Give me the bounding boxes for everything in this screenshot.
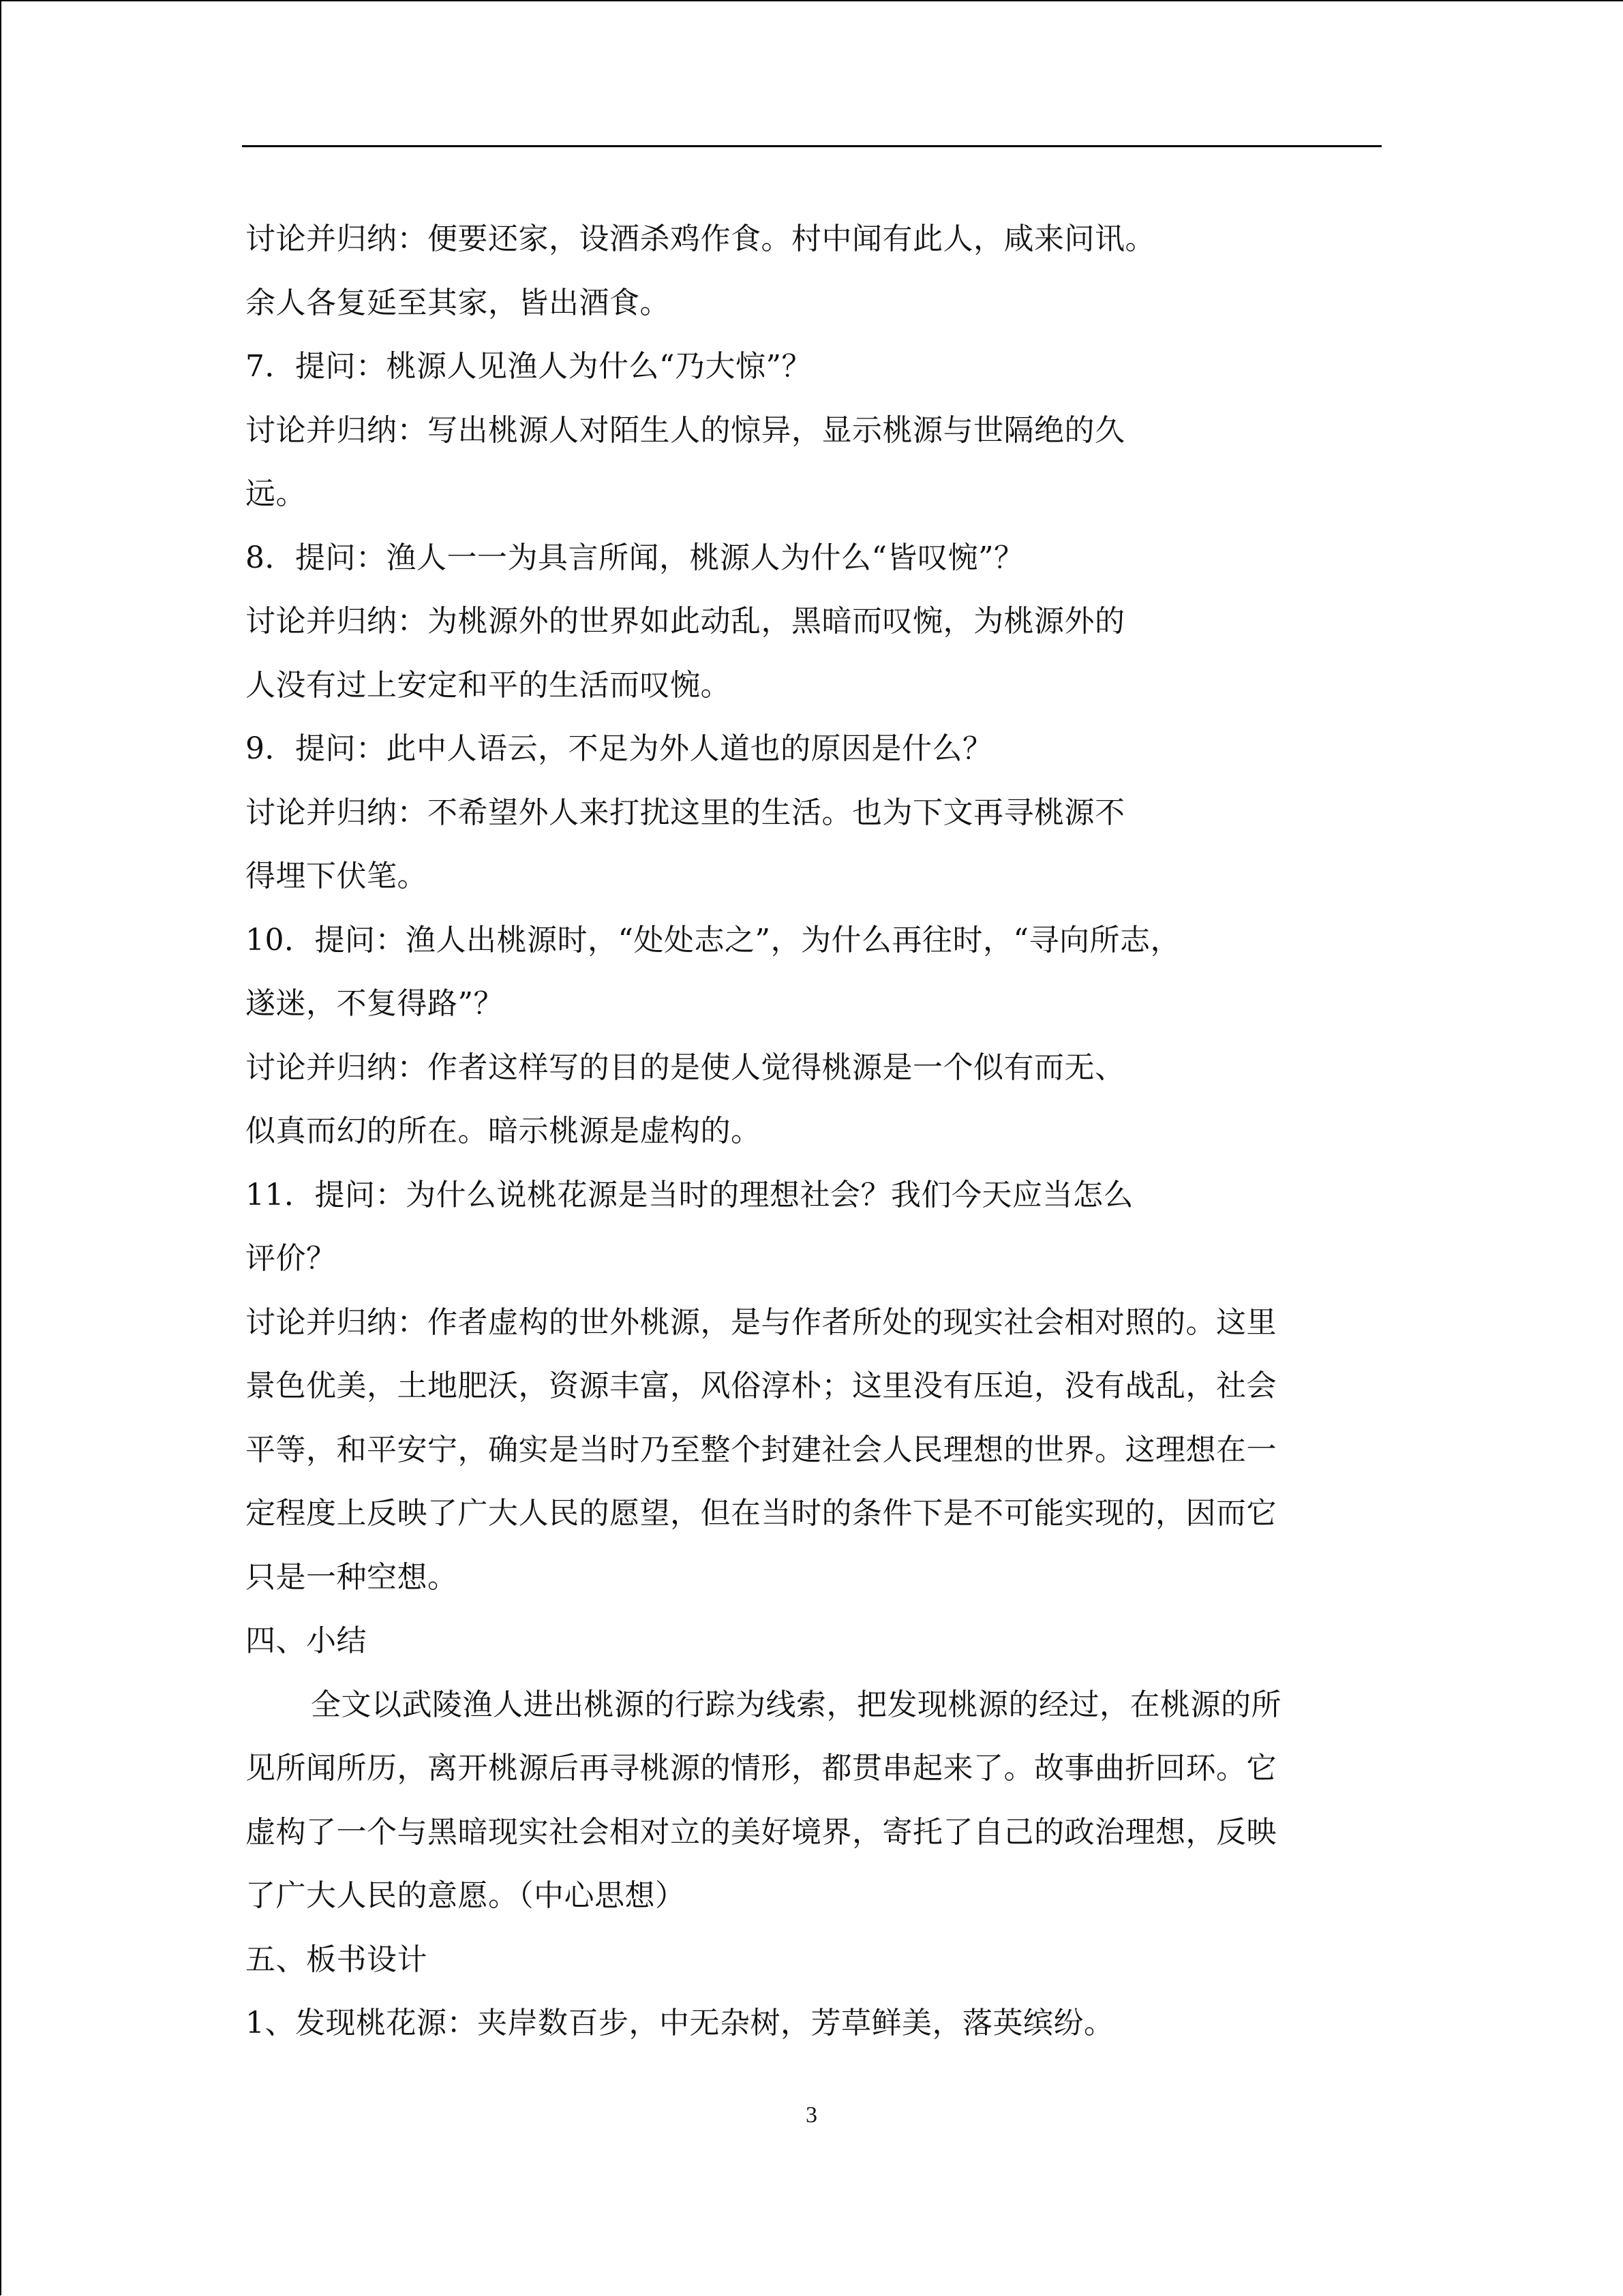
text-line: 了广大人民的意愿。（中心思想）: [245, 1878, 686, 1913]
text-line: 讨论并归纳：便要还家，设酒杀鸡作食。村中闻有此人，咸来问讯。: [245, 221, 1155, 256]
text-line: 讨论并归纳：写出桃源人对陌生人的惊异，显示桃源与世隔绝的久: [245, 412, 1125, 448]
section-heading: 五、板书设计: [245, 1942, 427, 1977]
text-line: 只是一种空想。: [245, 1559, 458, 1595]
text-line: 虚构了一个与黑暗现实社会相对立的美好境界，寄托了自己的政治理想，反映: [245, 1814, 1277, 1850]
text-line: 评价？: [245, 1241, 337, 1276]
section-heading: 四、小结: [245, 1623, 367, 1658]
text-line: 讨论并归纳：作者虚构的世外桃源，是与作者所处的现实社会相对照的。这里: [245, 1304, 1277, 1340]
text-line: 全文以武陵渔人进出桃源的行踪为线索，把发现桃源的经过，在桃源的所: [311, 1687, 1281, 1722]
text-line: 定程度上反映了广大人民的愿望，但在当时的条件下是不可能实现的，因而它: [245, 1496, 1277, 1531]
header-rule: [242, 145, 1382, 147]
text-line: 平等，和平安宁，确实是当时乃至整个封建社会人民理想的世界。这理想在一: [245, 1432, 1277, 1467]
text-line: 10．提问：渔人出桃源时，“处处志之”，为什么再往时，“寻向所志，: [245, 922, 1181, 958]
text-line: 讨论并归纳：作者这样写的目的是使人觉得桃源是一个似有而无、: [245, 1050, 1125, 1085]
text-line: 讨论并归纳：为桃源外的世界如此动乱，黑暗而叹惋，为桃源外的: [245, 604, 1125, 639]
text-line: 似真而幻的所在。暗示桃源是虚构的。: [245, 1114, 761, 1148]
page-number: 3: [806, 2102, 817, 2128]
text-line: 余人各复延至其家，皆出酒食。: [245, 285, 670, 320]
text-line: 景色优美，土地肥沃，资源丰富，风俗淳朴；这里没有压迫，没有战乱，社会: [245, 1368, 1277, 1403]
document-body: [245, 207, 1377, 2055]
text-line: 1、发现桃花源：夹岸数百步，中无杂树，芳草鲜美，落英缤纷。: [245, 2006, 1114, 2040]
text-line: 讨论并归纳：不希望外人来打扰这里的生活。也为下文再寻桃源不: [245, 795, 1125, 830]
text-line: 7．提问：桃源人见渔人为什么“乃大惊”？: [245, 349, 812, 384]
text-line: 人没有过上安定和平的生活而叹惋。: [245, 667, 731, 703]
text-line: 9．提问：此中人语云，不足为外人道也的原因是什么？: [245, 731, 993, 766]
text-line: 远。: [245, 476, 306, 511]
text-line: 遂迷，不复得路”？: [245, 986, 504, 1021]
text-line: 得埋下伏笔。: [245, 859, 427, 893]
text-line: 见所闻所历，离开桃源后再寻桃源的情形，都贯串起来了。故事曲折回环。它: [245, 1751, 1277, 1786]
text-line: 8．提问：渔人一一为具言所闻，桃源人为什么“皆叹惋”？: [245, 540, 1025, 575]
text-line: 11．提问：为什么说桃花源是当时的理想社会？我们今天应当怎么: [245, 1177, 1134, 1212]
